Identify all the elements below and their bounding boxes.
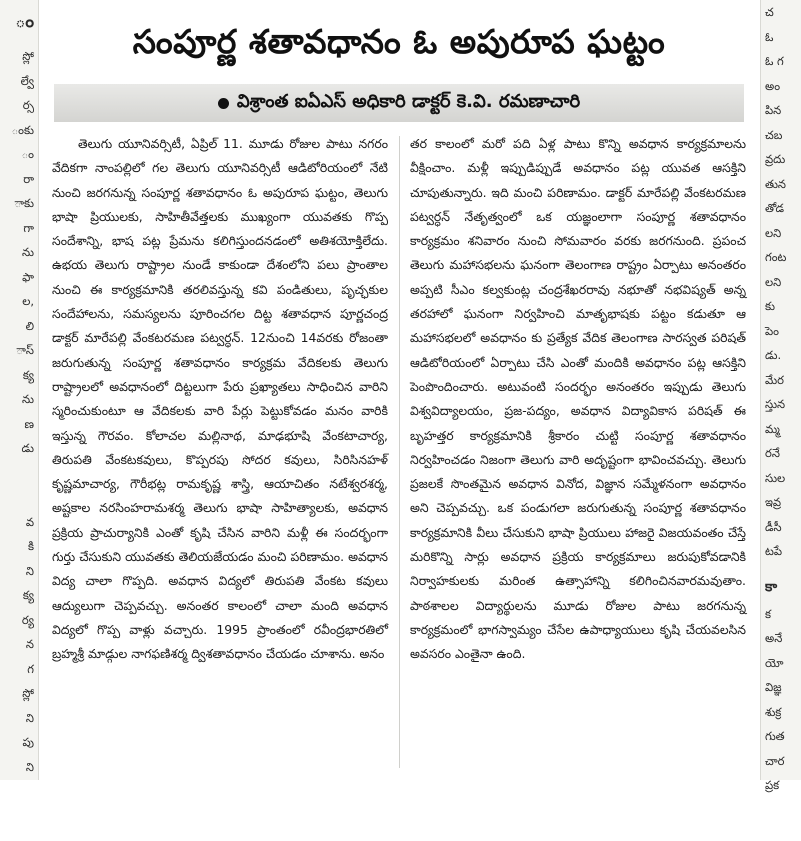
article-column-2: [410, 132, 746, 772]
edge-line: ం: [15, 12, 34, 32]
edge-line: ను: [21, 245, 34, 259]
edge-line: ను: [21, 392, 34, 406]
edge-line: రనే: [765, 446, 780, 460]
edge-line: లి: [25, 318, 34, 333]
edge-line: ాకు: [14, 196, 34, 210]
edge-line: ల,: [22, 294, 34, 308]
column-divider: [399, 136, 400, 768]
article-text: తెలుగు యూనివర్సిటీ, ఏప్రిల్ 11. మూడు రోజుల పాటు నగరం వేదికగా నాంపల్లిలో గల తెలుగు యూనివర్సిటీ ఆడిటోరియంలో నేటి నుంచి జరగనున్న సంపూర్ణ శతావధానం ఓ అపురూప ఘట్టం, తెలుగు భాషా ప్రియులకు, సాహితీవేత్తలకు ముఖ్యంగా యువతకు గొప్ప సందేశాన్ని, భాష పట్ల ప్రేమను కలిగిస్తుందనడంలో అతిశయోక్తిలేదు. ఉభయ తెలుగు రాష్ట్రాల నుండే కాకుండా దేశంలోని పలు ప్రాంతాల నుంచి ఈ కార్యక్రమానికి తరలివస్తున్న కవి పండితులు, పృచ్ఛకుల సందేహాలను, సమస్యలను పూరించగల దిట్ట శతావధాన పూర్ణచంద్ర డాక్టర్ మారేపల్లి వేంకటరమణ పట్వర్ధన్. 12నుంచి 14వరకు రోజంతా జరుగుతున్న సంపూర్ణ శతావధానం కార్యక్రమ వేదికలకు తెలుగు రాష్ట్రాలలో అవధానంలో దిట్టలుగా పేరు ప్రఖ్యాతలు సాధించిన వారిని స్మరించుకుంటూ ఆ వేదికలకు వారి పేర్లు పెట్టుకోవడం మనం వారికి ఇస్తున్న గౌరవం. కోలాచల మల్లినాథ, మాఢభూషి వేంకటాచార్య, తిరుపతి వేంకటకవులు, కొప్పరపు సోదర కవులు, సిరిసినహళ్ కృష్ణమాచార్య, గౌరీభట్ల రామకృష్ణ శాస్త్రి, ఆయాచితం నటేశ్వరశర్మ, అష్టకాల నరసింహరామశర్మ తెలుగు భాషా సాహిత్యాలకు, అవధాన ప్రక్రియ ప్రాచుర్యానికి ఎంతో కృషి చేసిన వారిని మళ్లీ ఈ సందర్భంగా గుర్తు చేసుకుని యువతకు తెలియజేయడం మంచి పరిణామం. అవధాన విద్య చాలా గొప్పది. అవధాన విద్యలో తిరుపతి వేంకట కవులు ఆద్యులుగా చెప్పవచ్చు. అనంతర కాలంలో చాలా మంది అవధాన విద్యలో గొప్ప వాళ్లు వచ్చారు. 1995 ప్రాంతంలో రవీంద్రభారతిలో బ్రహ్మశ్రీ మాడ్గుల నాగఫణిశర్మ ద్విశతావధానం చేయడం చూశాను. అనం: [52, 136, 388, 662]
edge-line: శుక్ర: [765, 704, 782, 719]
edge-line: మేర: [765, 372, 784, 387]
edge-line: గంట: [765, 250, 787, 264]
edge-line: క్య: [22, 367, 34, 382]
edge-line: క: [765, 606, 772, 621]
edge-line: అనే: [765, 631, 783, 645]
edge-line: లని: [765, 274, 782, 289]
edge-line: [0, 461, 38, 486]
edge-line: రా: [23, 171, 34, 186]
edge-line: స్తున: [765, 397, 786, 411]
edge-line: పెం: [765, 323, 780, 338]
edge-line: ల్వే: [20, 73, 34, 88]
article-text: తర కాలంలో మరో పది ఏళ్ల పాటు కొన్ని అవధాన కార్యక్రమాలను వీక్షించాం. మళ్లీ ఇప్పుడిప్పుడే అవధానం పట్ల యువత ఆసక్తిని చూపుతున్నారు. ఇది మంచి పరిణామం. డాక్టర్ మారేపల్లి వేంకటరమణ పట్వర్ధన్ నేతృత్వంలో ఒక యజ్ఞంలాగా సంపూర్ణ శతావధానం కార్యక్రమం శనివారం నుంచి సోమవారం వరకు జరగనుంది. ప్రపంచ తెలుగు మహాసభలను ఘనంగా తెలంగాణ రాష్ట్రం ఏర్పాటు అనంతరం అప్పటి సీఎం కల్వకుంట్ల చంద్రశేఖరరావు నభూతో నభవిష్యత్ అన్న తరహాలో ఘనంగా నిర్వహించి మాతృభాషకు పట్టం కడుతూ ఆ మహాసభలలో అవధానం కు ప్రత్యేక వేదిక తెలంగాణ సారస్వత పరిషత్ ఆడిటోరియంలో ఏర్పాటు చేసి ఎంతో మందికి అవధానం పట్ల ఆసక్తిని పెంపొందించారు. అటువంటి సందర్భం అనంతరం ఇప్పుడు తెలుగు విశ్వవిద్యాలయం, ప్రజ-పద్యం, అవధాన విద్యావికాస పరిషత్ ఈ బృహత్తర కార్యక్రమానికి శ్రీకారం చుట్టి సంపూర్ణ శతావధానం నిర్వహించడం నిజంగా తెలుగు వారి అదృష్టంగా భావించవచ్చు. తెలుగు ప్రజలకే సొంతమైన అవధాన వినోద, విజ్ఞాన సమ్మేళనంగా అవధానం అని చెప్పవచ్చు. ఒక పండుగలా జరుగుతున్న సంపూర్ణ శతావధానం కార్యక్రమానికి వీలు చేసుకుని భాషా ప్రియులు హాజరై విజయవంతం చేస్తే మరికొన్ని సార్లు అవధాన ప్రక్రియ కార్యక్రమాలు జరుపుకోవడానికి నిర్వాహకులకు మరింత ఉత్సాహాన్ని కలిగించినవారమవుతాం. పాఠశాలల విద్యార్థులను మూడు రోజుల పాటు జరగనున్న కార్యక్రమంలో భాగస్వామ్యం చేసేల ఉపాధ్యాయులు కృషి చేయవలసిన అవసరం ఎంతైనా ఉంది.: [410, 136, 746, 662]
edge-line: తున: [765, 176, 786, 191]
edge-line: ఇవ్ర: [765, 495, 782, 509]
edge-line: ని: [25, 710, 34, 725]
edge-line: వ్రదు: [765, 152, 786, 166]
edge-line: యో: [765, 655, 784, 670]
edge-line: ప్రక: [765, 778, 780, 792]
edge-line: ర్య: [21, 612, 34, 627]
edge-line: న: [25, 637, 34, 651]
edge-line: చ: [765, 5, 774, 19]
edge-line: పు: [22, 735, 34, 749]
article-columns: [52, 132, 746, 772]
headline: సంపూర్ణ శతావధానం ఓ అపురూప ఘట్టం: [132, 22, 666, 61]
edge-line: కి: [27, 539, 34, 553]
edge-line: గా: [23, 220, 34, 235]
edge-line: లని: [765, 225, 782, 240]
edge-line: స్లో: [22, 49, 34, 63]
edge-line: స్లో: [22, 686, 34, 700]
edge-line: టపే: [765, 544, 783, 558]
edge-line: ణ: [24, 416, 34, 431]
edge-line: ాస్: [16, 343, 34, 357]
edge-line: డు.: [765, 348, 782, 362]
edge-line: తోడ: [765, 201, 784, 215]
article-column-1: [52, 132, 388, 772]
edge-line: చార: [765, 753, 785, 768]
edge-line: సుల: [765, 470, 786, 485]
edge-heading: కా: [765, 578, 778, 595]
edge-line: మ్మ: [765, 421, 780, 436]
edge-line: ఫా: [22, 269, 34, 284]
edge-line: డు: [21, 441, 34, 455]
edge-line: ని: [25, 759, 34, 774]
byline-band: [54, 84, 744, 122]
left-adjacent-column: [0, 0, 39, 780]
edge-line: గుత: [765, 729, 785, 743]
right-adjacent-column: [760, 0, 801, 792]
bullet-icon: [218, 98, 229, 109]
edge-line: వ: [25, 514, 34, 529]
edge-line: ర్స: [22, 98, 34, 112]
edge-line: గ: [27, 661, 34, 676]
edge-line: ని: [25, 563, 34, 578]
edge-line: పిన: [765, 103, 782, 117]
byline: విశ్రాంత ఐఏఎస్ అధికారి డాక్టర్ కె.వి. రమణాచారి: [236, 90, 581, 112]
edge-line: అం: [765, 78, 781, 93]
edge-line: ఓ: [765, 29, 774, 44]
edge-line: కు: [765, 299, 775, 313]
edge-line: ంకు: [11, 122, 34, 137]
edge-line: చబ: [765, 127, 783, 142]
edge-line: క్య: [22, 588, 34, 602]
edge-line: విజ్ఞ: [765, 680, 782, 694]
edge-line: ం: [21, 147, 34, 161]
article: [46, 0, 752, 780]
edge-line: డీసీ: [765, 519, 782, 534]
edge-line: ఓ గ: [765, 54, 784, 68]
edge-line: [0, 485, 38, 510]
